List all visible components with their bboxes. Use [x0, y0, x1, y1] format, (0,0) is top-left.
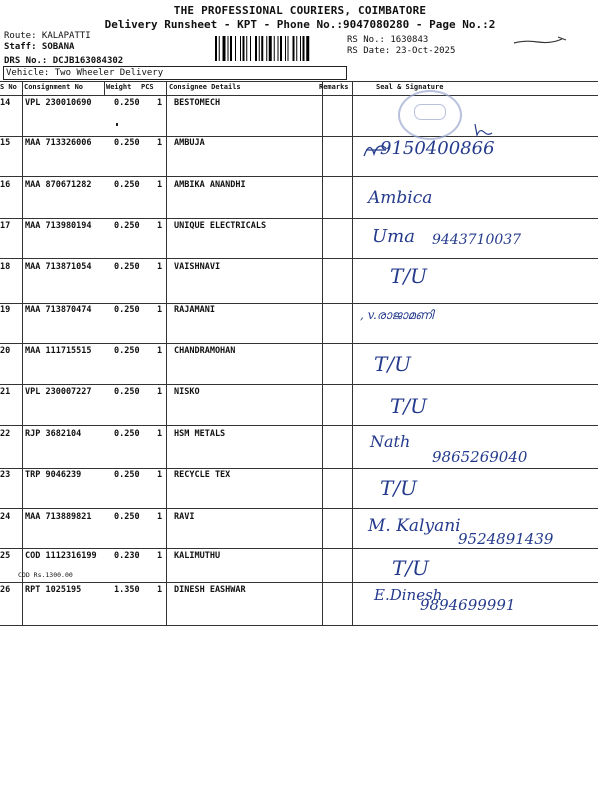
tu-row25: T/U [392, 556, 429, 580]
row-pcs: 1 [157, 512, 163, 522]
row-weight: 1.350 [114, 585, 140, 595]
row-consignee: NISKO [174, 387, 200, 397]
table-column-rule [22, 81, 23, 625]
route-label: Route: KALAPATTI [4, 31, 91, 41]
row-weight: 0.250 [114, 180, 140, 190]
row-weight: 0.250 [114, 262, 140, 272]
tu-row20: T/U [374, 352, 411, 376]
row-consignment-no: MAA 713871054 [25, 262, 92, 272]
row-weight: 0.250 [114, 346, 140, 356]
row-consignment-no: MAA 713326006 [25, 138, 92, 148]
row-consignment-no: MAA 713889821 [25, 512, 92, 522]
table-rule [0, 176, 598, 177]
row-cod-amount: COD Rs.1300.00 [18, 571, 73, 579]
signature-row22: Nath [370, 432, 411, 451]
row-consignee: BESTOMECH [174, 98, 221, 108]
row-weight: 0.230 [114, 551, 140, 561]
row-consignee: UNIQUE ELECTRICALS [174, 221, 267, 231]
row-consignment-no: MAA 111715515 [25, 346, 92, 356]
col-sno: S No [0, 83, 17, 91]
row-pcs: 1 [157, 387, 163, 397]
table-rule [0, 343, 598, 344]
row-consignee: DINESH EASHWAR [174, 585, 246, 595]
vehicle-info: Vehicle: Two Wheeler Delivery [3, 66, 347, 80]
row-consignee: VAISHNAVI [174, 262, 221, 272]
table-rule [0, 136, 598, 137]
row-sno: 26 [0, 585, 11, 595]
row-weight: 0.250 [114, 305, 140, 315]
phone-row26: 9894699991 [420, 596, 516, 614]
table-rule [0, 425, 598, 426]
phone-row15: 9150400866 [380, 138, 495, 159]
seal-stamp-center [414, 104, 446, 120]
row-pcs: 1 [157, 585, 163, 595]
row-weight: 0.250 [114, 512, 140, 522]
table-column-rule [352, 81, 353, 625]
staff-label: Staff: SOBANA [4, 42, 75, 52]
rs-date: RS Date: 23-Oct-2025 [347, 46, 456, 56]
row-consignment-no: TRP 9046239 [25, 470, 82, 480]
row-pcs: 1 [157, 138, 163, 148]
table-rule [0, 384, 598, 385]
row-sno: 16 [0, 180, 11, 190]
row-pcs: 1 [157, 470, 163, 480]
row-consignment-no: MAA 713980194 [25, 221, 92, 231]
tu-row18: T/U [390, 264, 427, 288]
table-rule [0, 258, 598, 259]
ink-dot [116, 123, 118, 126]
tu-row23: T/U [380, 476, 417, 500]
col-pcs: PCS [141, 83, 154, 91]
row-sno: 22 [0, 429, 11, 439]
col-seal: Seal & Signature [376, 83, 444, 91]
row-sno: 24 [0, 512, 11, 522]
signature-row17: Uma [372, 226, 415, 247]
table-rule [0, 303, 598, 304]
phone-row24: 9524891439 [458, 530, 554, 548]
table-rule [0, 468, 598, 469]
row-sno: 14 [0, 98, 11, 108]
row-consignment-no: COD 1112316199 [25, 551, 97, 561]
row-consignment-no: MAA 713870474 [25, 305, 92, 315]
col-consignee: Consignee Details [169, 83, 241, 91]
row-weight: 0.250 [114, 429, 140, 439]
row-pcs: 1 [157, 180, 163, 190]
row-sno: 17 [0, 221, 11, 231]
row-consignment-no: RPT 1025195 [25, 585, 82, 595]
row-sno: 20 [0, 346, 11, 356]
row-weight: 0.250 [114, 221, 140, 231]
rs-number: RS No.: 1630843 [347, 35, 429, 45]
row-pcs: 1 [157, 429, 163, 439]
row-sno: 21 [0, 387, 11, 397]
row-pcs: 1 [157, 346, 163, 356]
row-consignee: RECYCLE TEX [174, 470, 231, 480]
pen-mark-icon [510, 34, 570, 48]
row-consignee: AMBUJA [174, 138, 205, 148]
table-column-rule [104, 81, 105, 95]
row-pcs: 1 [157, 551, 163, 561]
phone-row17: 9443710037 [432, 232, 522, 248]
row-consignee: RAJAMANI [174, 305, 215, 315]
row-sno: 18 [0, 262, 11, 272]
row-sno: 25 [0, 551, 11, 561]
row-pcs: 1 [157, 262, 163, 272]
row-weight: 0.250 [114, 138, 140, 148]
row-consignee: CHANDRAMOHAN [174, 346, 236, 356]
signature-row19: , v.രാജാമണി [360, 308, 434, 322]
table-rule [0, 81, 598, 82]
col-remarks: Remarks [319, 83, 349, 91]
row-weight: 0.250 [114, 387, 140, 397]
company-name: THE PROFESSIONAL COURIERS, COIMBATORE [173, 4, 427, 17]
row-weight: 0.250 [114, 470, 140, 480]
row-sno: 15 [0, 138, 11, 148]
row-pcs: 1 [157, 305, 163, 315]
table-rule [0, 218, 598, 219]
row-consignee: HSM METALS [174, 429, 226, 439]
runsheet-title: Delivery Runsheet - KPT - Phone No.:9047080280 - Page No.:2 [104, 18, 496, 31]
table-rule [0, 582, 598, 583]
row-weight: 0.250 [114, 98, 140, 108]
row-consignment-no: VPL 230007227 [25, 387, 92, 397]
row-sno: 23 [0, 470, 11, 480]
table-rule [0, 625, 598, 626]
row-consignee: AMBIKA ANANDHI [174, 180, 246, 190]
barcode [215, 36, 343, 61]
row-consignment-no: VPL 230010690 [25, 98, 92, 108]
col-weight: Weight [106, 83, 132, 91]
row-pcs: 1 [157, 98, 163, 108]
row-sno: 19 [0, 305, 11, 315]
signature-row16: Ambica [368, 188, 433, 208]
row-consignment-no: MAA 870671282 [25, 180, 92, 190]
row-pcs: 1 [157, 221, 163, 231]
row-consignee: KALIMUTHU [174, 551, 221, 561]
row-consignee: RAVI [174, 512, 195, 522]
table-column-rule [166, 81, 167, 625]
signature-row24: M. Kalyani [368, 516, 461, 536]
signature-row26: E.Dinesh [374, 586, 443, 604]
table-rule [0, 508, 598, 509]
tu-row21: T/U [390, 394, 427, 418]
table-rule [0, 548, 598, 549]
drs-number: DRS No.: DCJB163084302 [4, 56, 124, 66]
row-consignment-no: RJP 3682104 [25, 429, 82, 439]
signature-row14 [472, 122, 494, 138]
col-consignment: Consignment No [24, 83, 84, 91]
table-column-rule [322, 81, 323, 625]
phone-row22: 9865269040 [432, 448, 528, 466]
table-rule [0, 95, 598, 96]
